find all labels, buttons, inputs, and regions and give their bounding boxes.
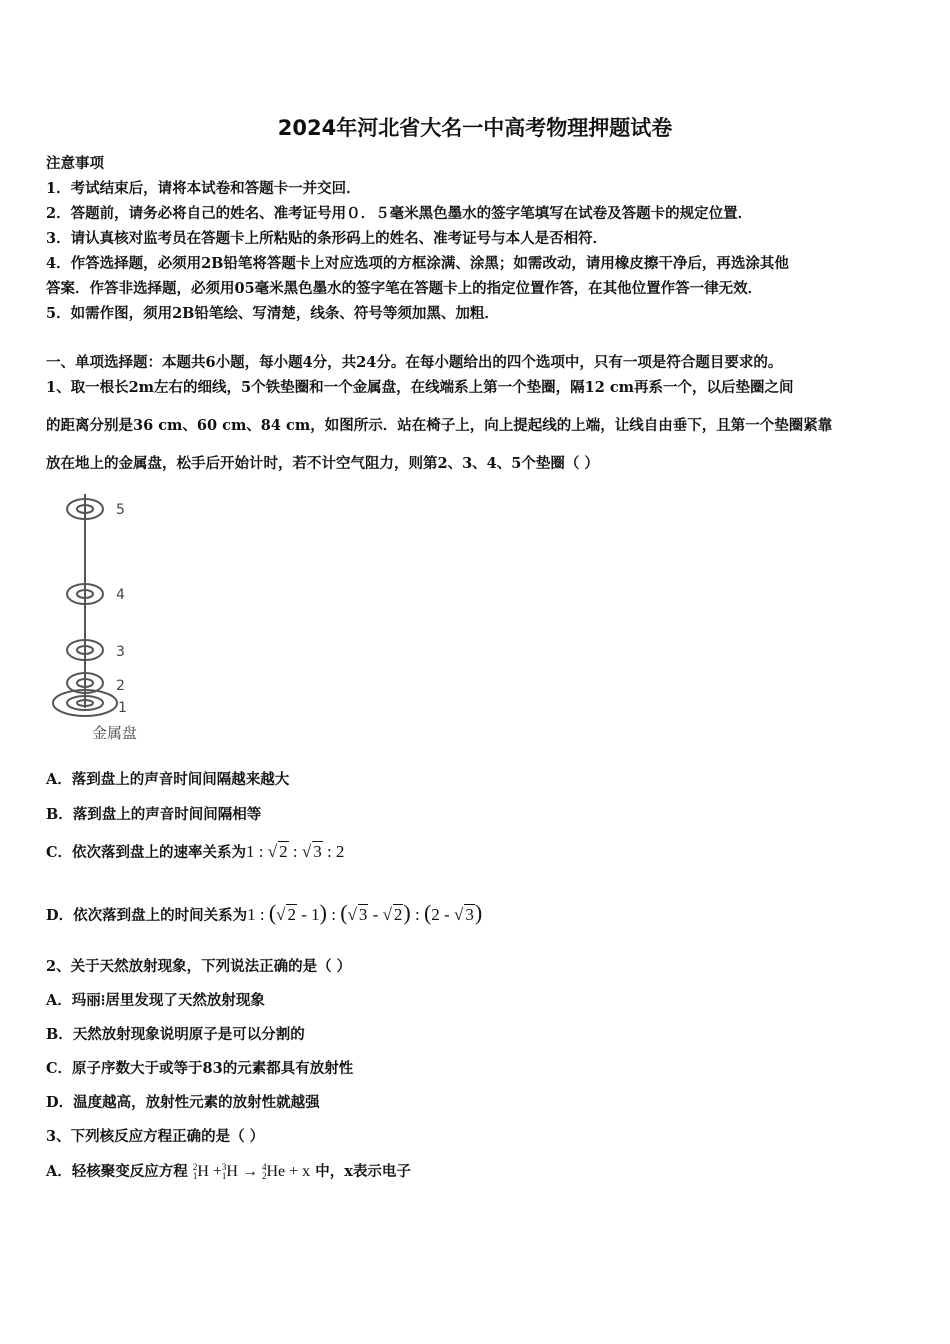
q2-option-a: A．玛丽⁝居里发现了天然放射现象 bbox=[46, 992, 265, 1009]
notice-item-3: 3．请认真核对监考员在答题卡上所粘贴的条形码上的姓名、准考证号与本人是否相符． bbox=[46, 230, 608, 247]
q1-option-d-formula: 1 : (√ 2 - 1) : (√ 3 - √ 2) : (2 - √ 3) bbox=[247, 900, 483, 925]
notice-item-4-cont: 答案．作答非选择题，必须用05毫米黑色墨水的签字笔在答题卡上的指定位置作答，在其他位置作答一律无效． bbox=[46, 280, 763, 297]
page-title: 2024年河北省大名一中高考物理押题试卷 bbox=[277, 116, 673, 140]
q1-option-d bbox=[46, 900, 482, 926]
q1-stem-line-1: 1、取一根长2m左右的细线，5个铁垫圈和一个金属盘，在线端系上第一个垫圈，隔12 cm再系一个，以后垫圈之间 bbox=[46, 379, 794, 396]
q2-option-d: D．温度越高，放射性元素的放射性就越强 bbox=[46, 1094, 320, 1111]
washer-figure bbox=[46, 490, 176, 746]
notice-heading: 注意事项 bbox=[46, 155, 104, 172]
q1-option-c-formula: 1 : √ 2 : √ 3 : 2 bbox=[246, 842, 345, 861]
washer-label-2: 2 bbox=[116, 678, 125, 694]
q1-option-a: A．落到盘上的声音时间间隔越来越大 bbox=[46, 771, 290, 788]
notice-item-4: 4．作答选择题，必须用2B铅笔将答题卡上对应选项的方框涂满、涂黑；如需改动，请用橡皮擦干净后，再选涂其他 bbox=[46, 255, 789, 272]
q3-option-a bbox=[46, 1160, 411, 1181]
q1-option-b: B．落到盘上的声音时间间隔相等 bbox=[46, 806, 262, 823]
q2-stem: 2、关于天然放射现象，下列说法正确的是（ ） bbox=[46, 958, 352, 975]
q1-stem-line-2: 的距离分别是36 cm、60 cm、84 cm，如图所示．站在椅子上，向上提起线的上端，让线自由垂下，且第一个垫圈紧靠 bbox=[46, 417, 833, 434]
notice-item-5: 5．如需作图，须用2B铅笔绘、写清楚，线条、符号等须加黑、加粗． bbox=[46, 305, 499, 322]
q3-option-a-prefix: A．轻核聚变反应方程 bbox=[46, 1163, 188, 1180]
washer-label-3: 3 bbox=[116, 644, 125, 660]
notice-item-2: 2．答题前，请务必将自己的姓名、准考证号用０．５毫米黑色墨水的签字笔填写在试卷及答题卡的规定位置． bbox=[46, 205, 753, 222]
q1-option-c bbox=[46, 841, 344, 862]
notice-item-1: 1．考试结束后，请将本试卷和答题卡一并交回． bbox=[46, 180, 361, 197]
section-heading: 一、单项选择题：本题共6小题，每小题4分，共24分。在每小题给出的四个选项中，只有一项是符合题目要求的。 bbox=[46, 354, 783, 371]
q2-option-b: B．天然放射现象说明原子是可以分割的 bbox=[46, 1026, 305, 1043]
metal-plate-label: 金属盘 bbox=[92, 724, 138, 742]
q1-option-d-text: D．依次落到盘上的时间关系为 bbox=[46, 907, 248, 924]
nuclear-equation: 2 1H +3 1H → 4 2He + x bbox=[192, 1162, 311, 1182]
q2-option-c: C．原子序数大于或等于83的元素都具有放射性 bbox=[46, 1060, 354, 1077]
q3-stem: 3、下列核反应方程正确的是（ ） bbox=[46, 1128, 265, 1145]
q1-option-c-text: C．依次落到盘上的速率关系为 bbox=[46, 844, 247, 861]
washer-label-5: 5 bbox=[116, 502, 125, 518]
washer-label-4: 4 bbox=[116, 587, 125, 603]
q3-option-a-suffix: 中，x表示电子 bbox=[315, 1163, 411, 1180]
washer-label-1: 1 bbox=[118, 700, 127, 716]
q1-stem-line-3: 放在地上的金属盘，松手后开始计时，若不计空气阻力，则第2、3、4、5个垫圈（ ） bbox=[46, 455, 599, 472]
